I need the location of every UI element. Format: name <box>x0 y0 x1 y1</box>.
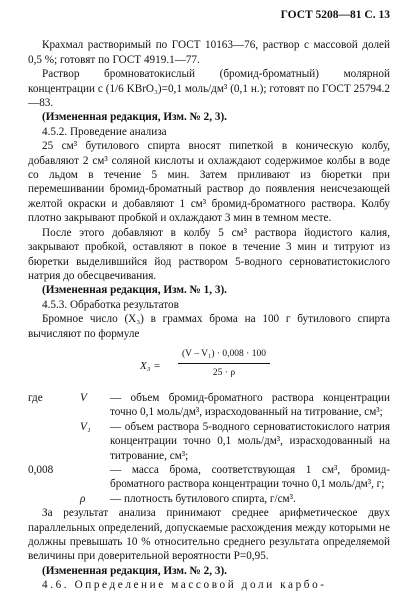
legend-row <box>28 463 390 492</box>
paragraph-starch: Крахмал растворимый по ГОСТ 10163—76, раствор с массовой долей 0,5 %; готовят по ГОСТ 4919.1—77. <box>28 39 390 66</box>
legend-text: — масса брома, соответствующая 1 см³, бромид-броматного раствора концентрации точно 0,1 моль/дм³, г; <box>110 463 390 491</box>
paragraph-procedure: 25 см³ бутилового спирта вносят пипеткой в коническую колбу, добавляют 2 см³ соляной кислоты и охлаждают содержимое колбы в воде со льдом в течение 5 мин. Затем приливают из бюретки при перемешивании бромид-броматный раствор до появления неисчезающей желтой окраски и добавляют 1 см³ бромид-броматного раствора. Колбу плотно закрывают пробкой и охлаждают 3 мин в темном месте. <box>28 140 390 225</box>
legend-text: — объем раствора 5-водного серноватистокислого натрия концентрации точно 0,1 моль/дм³, израсходованный на титрование, см³; <box>110 420 390 462</box>
section-4-5-3-heading: 4.5.3. Обработка результатов <box>42 298 179 311</box>
document-page <box>28 8 390 593</box>
formula-legend <box>28 391 390 506</box>
paragraph-bromate-solution: Раствор бромноватокислый (бромид-броматный) молярной концентрации c (1/6 KBrO₃)=0,1 моль/дм³ (0,1 н.); готовят по ГОСТ 25794.2—83. <box>28 68 390 110</box>
legend-symbol <box>80 463 110 492</box>
revision-note-3: (Измененная редакция, Изм. № 2, 3). <box>42 564 227 577</box>
paragraph-bromine-number: Бромное число (X₃) в граммах брома на 100 г бутилового спирта вычисляют по формуле <box>28 313 390 340</box>
legend-key: где <box>28 391 43 404</box>
legend-text: — объем бромид-броматного раствора концентрации точно 0,1 моль/дм³, израсходованный на титрование, см³; <box>110 391 390 419</box>
legend-symbol: ρ <box>80 492 86 505</box>
legend-symbol: V <box>80 391 87 404</box>
revision-note-2: (Измененная редакция, Изм. № 1, 3). <box>42 284 227 297</box>
bromine-number-formula <box>28 345 390 385</box>
legend-row <box>28 391 390 420</box>
formula-denominator: 25 · ρ <box>212 368 236 379</box>
section-4-6-heading: 4.6. Определение массовой доли карбо- <box>42 579 327 592</box>
legend-key: 0,008 <box>28 463 54 476</box>
formula-numerator: (V – V₁) · 0,008 · 100 <box>178 347 270 364</box>
page-header: ГОСТ 5208—81 С. 13 <box>280 9 390 21</box>
paragraph-titration: После этого добавляют в колбу 5 см³ раствора йодистого калия, закрывают пробкой, оставляют в покое в течение 3 мин и титруют из бюретки выделившийся йод раствором 5-водного серноватистокислого натрия до обесцвечивания. <box>28 226 390 282</box>
revision-note-1: (Измененная редакция, Изм. № 2, 3). <box>42 111 227 124</box>
legend-key <box>28 492 80 506</box>
legend-symbol: V₁ <box>80 420 91 433</box>
formula-fraction <box>178 347 270 381</box>
legend-row <box>28 492 390 506</box>
legend-text: — плотность бутилового спирта, г/см³. <box>110 492 296 505</box>
section-4-5-2-heading: 4.5.2. Проведение анализа <box>42 125 167 138</box>
paragraph-result: За результат анализа принимают среднее арифметическое двух параллельных определений, допускаемые расхождения между которыми не должны превышать 10 % относительно среднего результата определяемой величины при доверительной вероятности P=0,95. <box>28 507 390 563</box>
legend-key <box>28 420 80 463</box>
formula-lhs: X₃ = <box>140 359 161 372</box>
legend-row <box>28 420 390 463</box>
